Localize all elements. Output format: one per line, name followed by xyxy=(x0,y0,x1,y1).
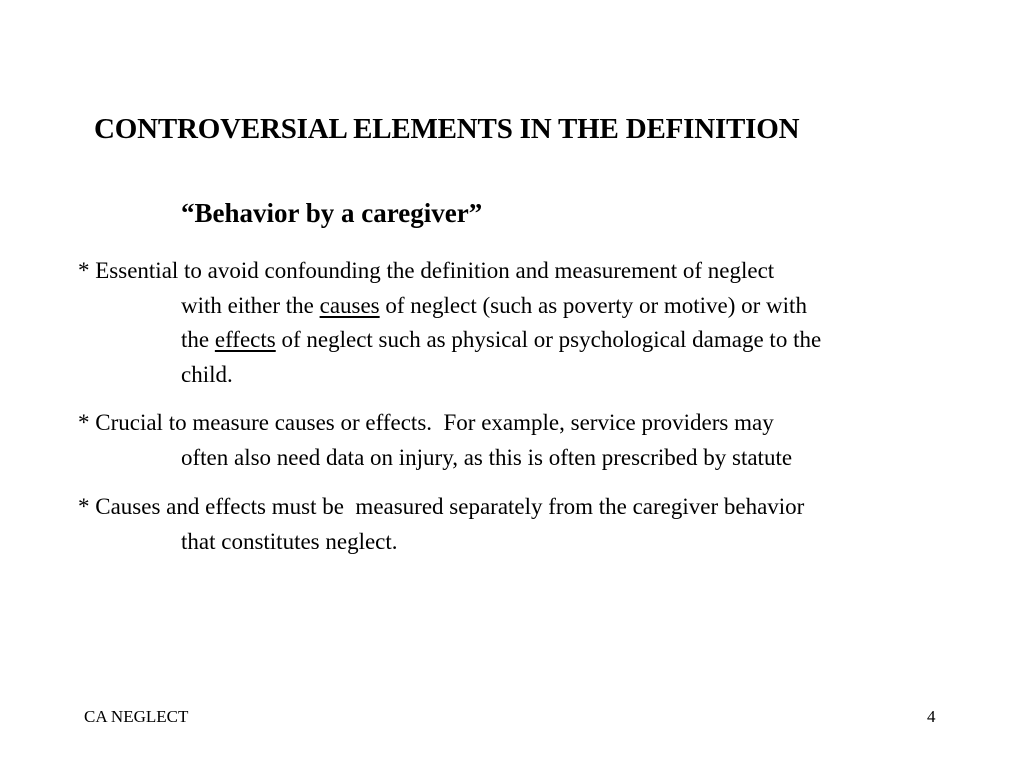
slide-title: CONTROVERSIAL ELEMENTS IN THE DEFINITION xyxy=(94,113,800,145)
bullet-line: often also need data on injury, as this is often prescribed by statute xyxy=(181,444,793,470)
bullet-essential xyxy=(78,254,998,392)
bullet-crucial xyxy=(78,406,998,475)
bullet-line: child. xyxy=(181,361,233,387)
underlined-causes: causes xyxy=(319,292,380,318)
underlined-effects: effects xyxy=(214,327,276,352)
text-run: of neglect such as physical or psychological damage to the xyxy=(275,327,822,352)
slide-subtitle: “Behavior by a caregiver” xyxy=(181,198,483,228)
text-run: of neglect (such as poverty or motive) or with xyxy=(379,292,807,318)
bullet-line: * Essential to avoid confounding the definition and measurement of neglect xyxy=(78,258,775,283)
bullet-line: * Causes and effects must be measured separately from the caregiver behavior xyxy=(78,494,805,519)
page-number: 4 xyxy=(927,707,936,726)
text-run: the xyxy=(181,327,215,352)
bullet-line: * Crucial to measure causes or effects. For example, service providers may xyxy=(78,410,774,435)
bullet-line: that constitutes neglect. xyxy=(181,528,398,554)
bullet-line xyxy=(78,323,998,358)
text-run: with either the xyxy=(181,292,320,318)
footer-label: CA NEGLECT xyxy=(84,707,189,726)
bullet-line xyxy=(78,289,998,324)
bullet-causes-effects xyxy=(78,490,998,559)
